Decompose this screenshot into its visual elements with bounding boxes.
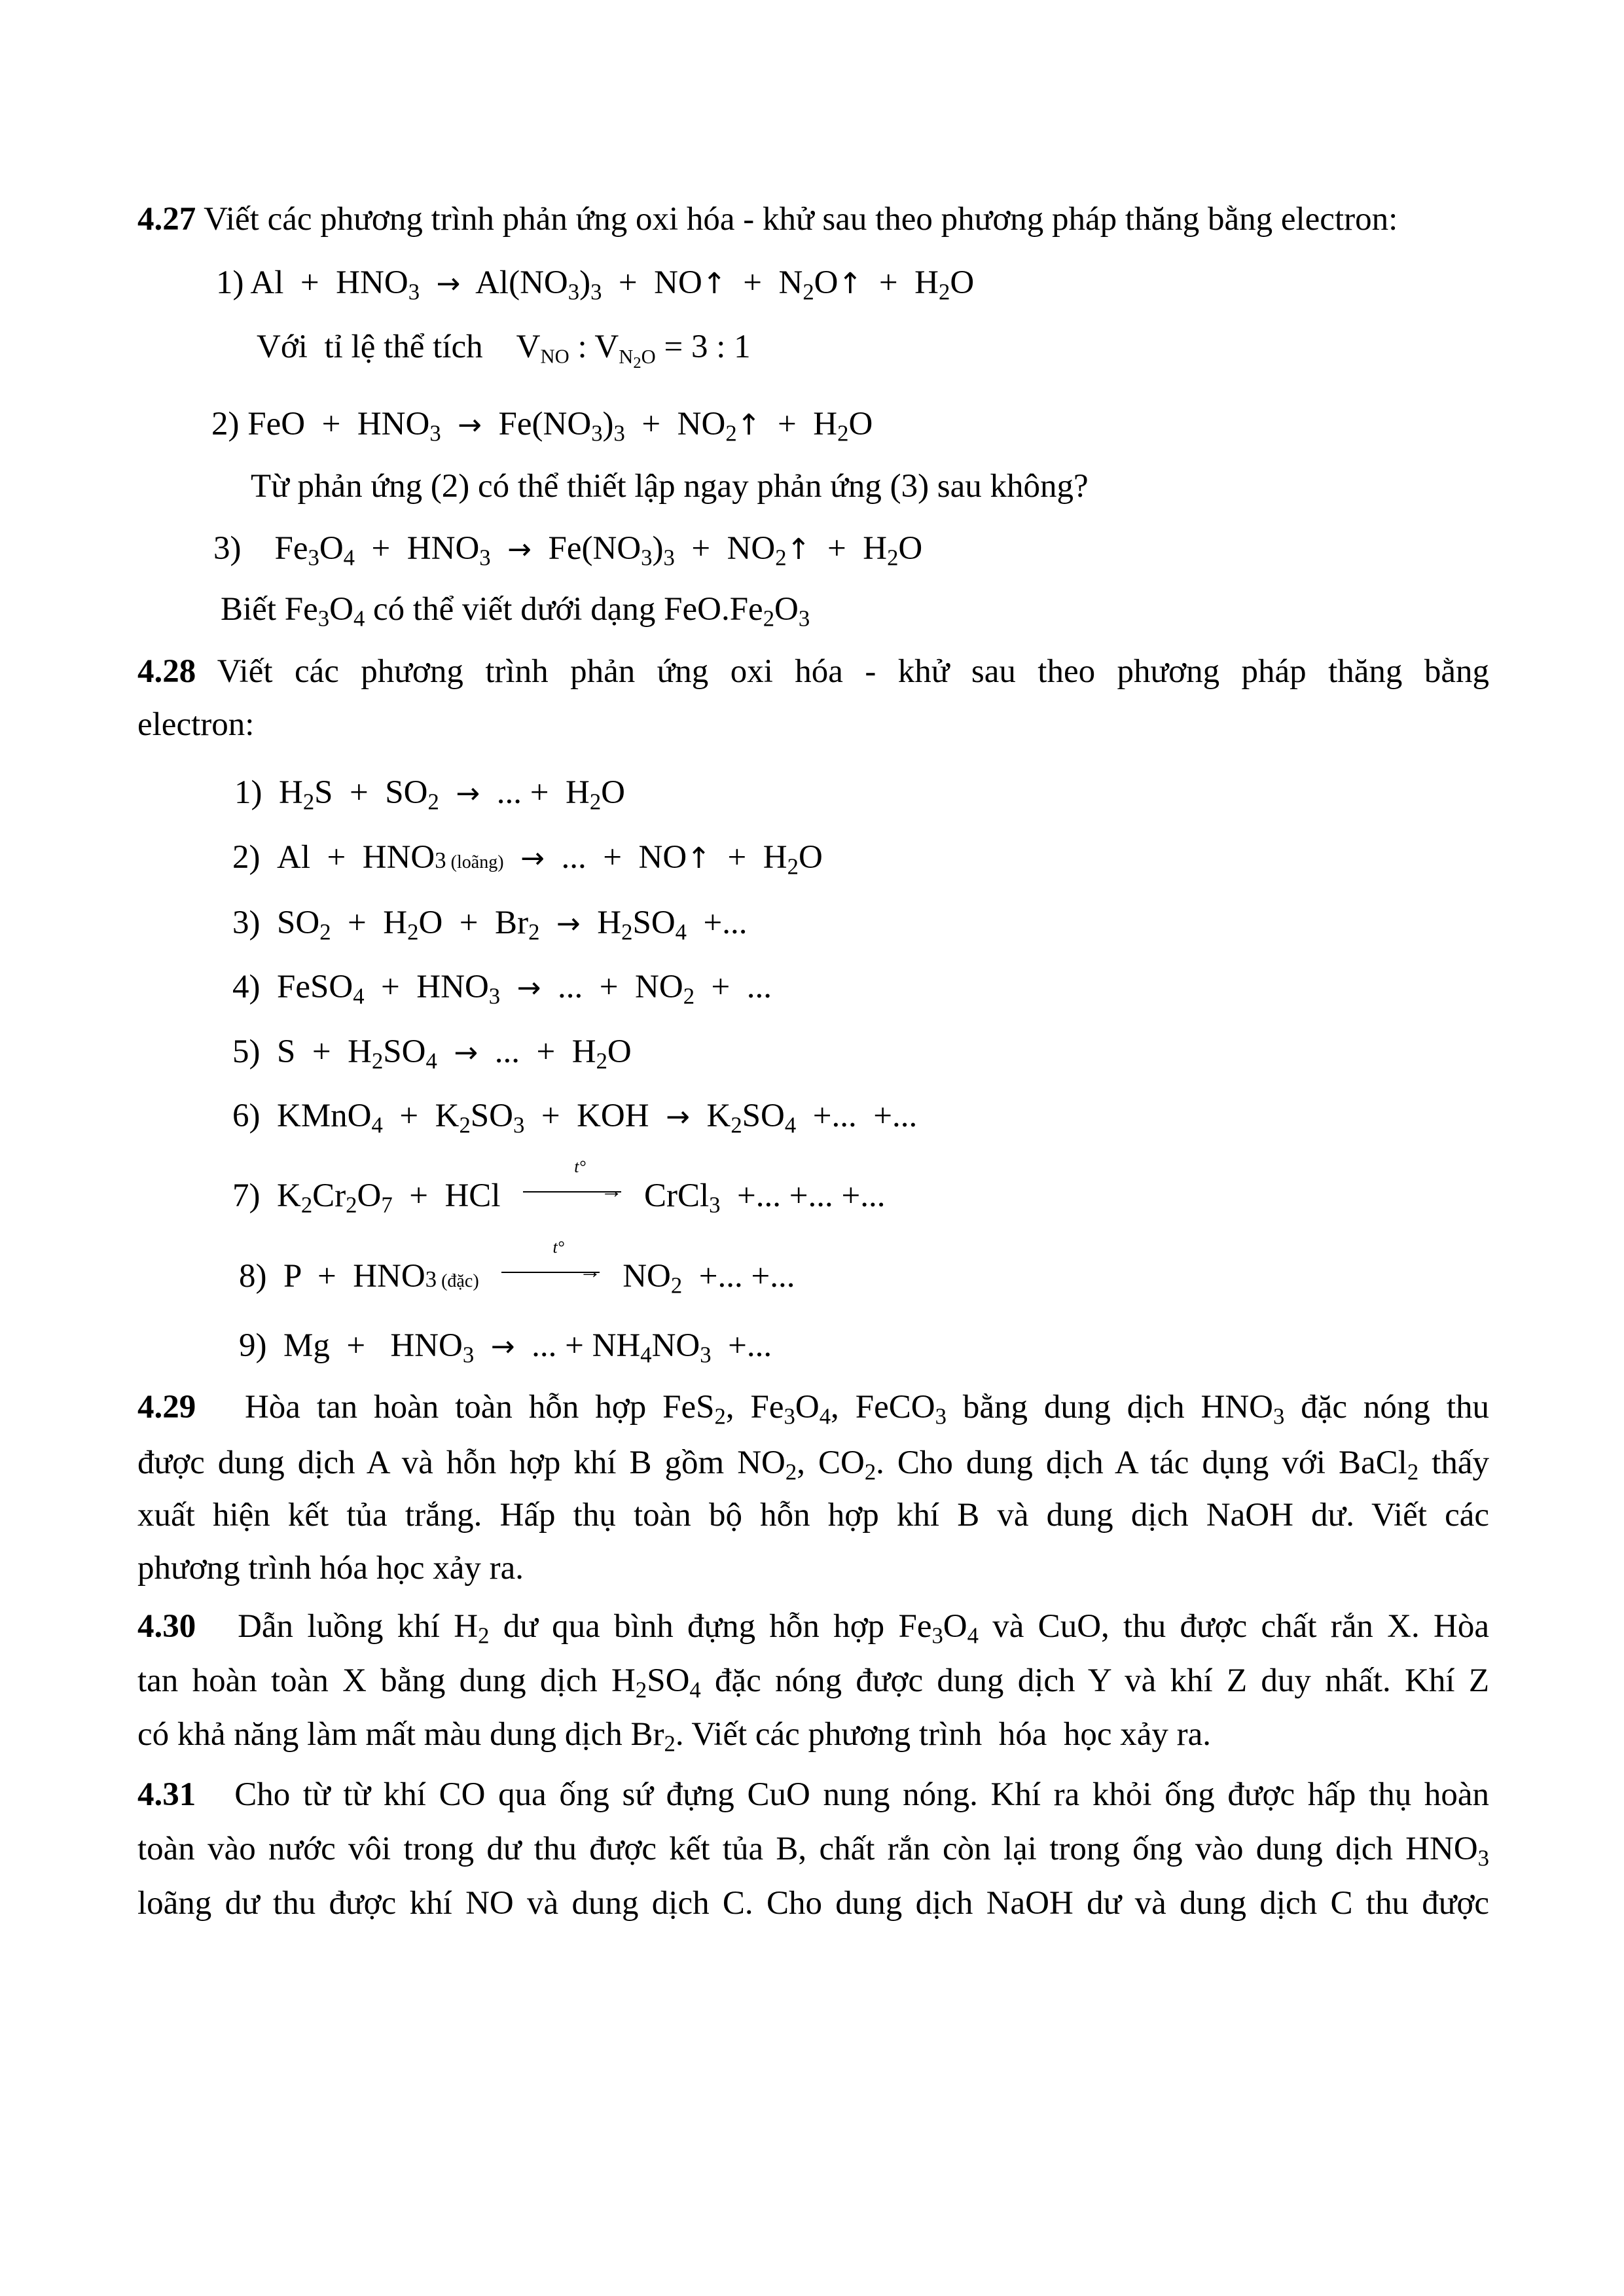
equation-4-28-4: 4) FeSO$_4$ + $HNO_3$ → ... + $NO_2$ + ... [232,969,772,1009]
equation-4-28-2: 2) Al + HNO3 (loãng) → ... + NO↑ + $H_2O$ [232,839,823,880]
arrow-label: t° [552,1238,565,1257]
arrow-label: t° [574,1157,586,1177]
problem-4-27-intro [137,203,1398,236]
equation-4-28-3: 3) $SO_2 + H_2O + Br_2 \to H_2SO_4$ +... [232,905,748,945]
problem-4-31-line-1: 4.31 Cho từ từ khí CO qua ống sứ đựng CuO nung nóng. Khí ra khỏi ống được hấp thụ hoàn [137,1776,1489,1813]
problem-4-28-intro-cont: electron: [137,706,255,743]
problem-number: 4.29 [137,1389,196,1426]
problem-number: 4.27 [137,201,196,238]
volume-ratio: Với tỉ lệ thể tích $V_{NO}$ : $V_{N_2O} = 3$ : 1 [257,329,751,372]
problem-4-29-line-1: 4.29 Hòa tan hoàn toàn hỗn hợp FeS$_2$, $Fe_3O_4$, FeCO$_3$ bằng dung dịch $HNO_3$ đặc nóng thu [137,1389,1489,1429]
equation-4-27-3: 3) $Fe_3O_4 + HNO_3 \to Fe(NO_3)_3$ + $NO_2↑ + H_2O$ [213,530,923,571]
equation-4-28-6: 6) KMnO$_4$ + $K_2SO_3$ + KOH → $K_2SO_4$ +... +... [232,1098,918,1138]
problem-4-30-line-1: 4.30 Dẫn luồng khí $H_2$ dư qua bình đựng hỗn hợp $Fe_3O_4$ và CuO, thu được chất rắn X. Hòa [137,1608,1489,1649]
problem-number: 4.28 [137,653,196,690]
equation-4-28-1: 1) $H_2S + SO_2$ → ... + $H_2O$ [234,774,625,815]
problem-4-29-line-3: xuất hiện kết tủa trắng. Hấp thụ toàn bộ hỗn hợp khí B và dung dịch NaOH dư. Viết các [137,1497,1489,1534]
problem-4-28-intro [137,655,1489,689]
equation-4-27-2: 2) FeO + $HNO_3 \to Fe(NO_3)_3$ + $NO_2↑ + H_2O$ [211,406,873,446]
problem-4-29-line-2: được dung dịch A và hỗn hợp khí B gồm $NO_2$, $CO_2$. Cho dung dịch A tác dụng với BaCl$_2$ thấy [137,1444,1489,1485]
heat-arrow: → t° [501,1265,600,1278]
question-text: Từ phản ứng (2) có thể thiết lập ngay phản ứng (3) sau không? [251,468,1089,505]
equation-4-28-7: 7) $K_2Cr_2O_7$ + HCl → t° CrCl$_3$ +... +... +... [232,1157,886,1218]
problem-4-31-line-3: loãng dư thu được khí NO và dung dịch C. Cho dung dịch NaOH dư và dung dịch C thu được [137,1885,1489,1922]
equation-4-27-1: 1) $Al + HNO_3 \to Al(NO_3)_3$ + NO↑ + $N_2O↑ + H_2O$ [216,264,975,305]
problem-4-31-line-2: toàn vào nước vôi trong dư thu được kết tủa B, chất rắn còn lại trong ống vào dung dịch $HNO_3$ [137,1831,1489,1871]
equation-4-28-8: 8) P + HNO3 (đặc) → t° $NO_2$ +... +... [239,1238,795,1299]
problem-4-29-line-4: phương trình hóa học xảy ra. [137,1550,524,1587]
problem-number: 4.30 [137,1608,196,1645]
heat-arrow: → t° [523,1185,621,1198]
problem-text: Viết các phương trình phản ứng oxi hóa - khử sau theo phương pháp thăng bằng electron: [204,201,1398,238]
problem-text: Viết các phương trình phản ứng oxi hóa - khử sau theo phương pháp thăng bằng [217,653,1489,690]
problem-number: 4.31 [137,1776,196,1813]
equation-4-28-5: 5) $S + H_2SO_4$ → ... + $H_2O$ [232,1033,632,1074]
equation-4-28-9: 9) $Mg + HNO_3$ → ... + $NH_4NO_3$ +... [239,1327,772,1368]
problem-4-30-line-2: tan hoàn toàn X bằng dung dịch $H_2SO_4$ đặc nóng được dung dịch Y và khí Z duy nhất. Khí Z [137,1662,1489,1703]
note-text: Biết $Fe_3O_4$ có thể viết dưới dạng $FeO.Fe_2O_3$ [221,591,810,632]
problem-4-30-line-3: có khả năng làm mất màu dung dịch $Br_2$. Viết các phương trình hóa học xảy ra. [137,1716,1212,1757]
